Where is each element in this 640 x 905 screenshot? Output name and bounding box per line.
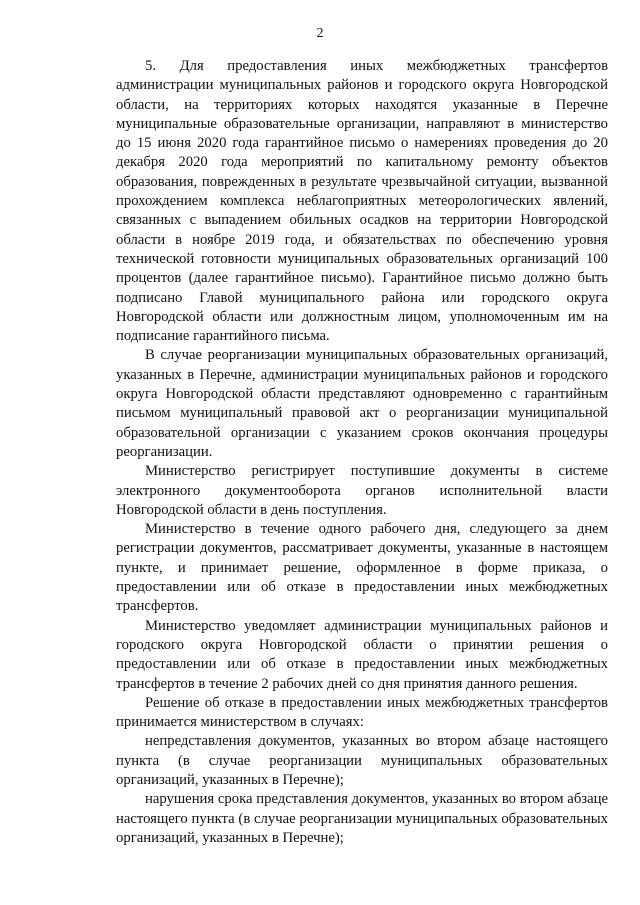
paragraph-1: 5. Для предоставления иных межбюджетных трансфертов администрации муниципальных районов и городского округа Новгородской области, на территориях которых находятся указанные в Перечне муниципальные образовательные организации, направляют в министерство до 15 июня 2020 года гарантийное письмо о намерениях проведения до 20 декабря 2020 года мероприятий по капитальному ремонту объектов образования, поврежденных в результате чрезвычайной ситуации, вызванной прохождением комплекса неблагоприятных метеорологических явлений, связанных с выпадением обильных осадков на территории Новгородской области в ноябре 2019 года, и обязательствах по обеспечению уровня технической готовности муниципальных образовательных организаций 100 процентов (далее гарантийное письмо). Гарантийное письмо должно быть подписано Главой муниципального района или городского округа Новгородской области или должностным лицом, уполномоченным им на подписание гарантийного письма.: [116, 58, 608, 345]
document-body: [116, 57, 608, 848]
paragraph-5: Министерство уведомляет администрации муниципальных районов и городского округа Новгородской области о принятии решения о предоставлении или об отказе в предоставлении иных межбюджетных трансфертов в течение 2 рабочих дней со дня принятия данного решения.: [116, 617, 608, 692]
paragraph-2: В случае реорганизации муниципальных образовательных организаций, указанных в Перечне, администрации муниципальных районов и городского округа Новгородской области представляют одновременно с гарантийным письмом муниципальный правовой акт о реорганизации муниципальной образовательной организации с указанием сроков окончания процедуры реорганизации.: [116, 347, 608, 460]
paragraph-8: нарушения срока представления документов, указанных во втором абзаце настоящего пункта (в случае реорганизации муниципальных образовательных организаций, указанных в Перечне);: [116, 791, 608, 846]
page-number: 2: [316, 26, 324, 41]
paragraph-7: непредставления документов, указанных во втором абзаце настоящего пункта (в случае реорганизации муниципальных образовательных организаций, указанных в Перечне);: [116, 733, 608, 788]
paragraph-4: Министерство в течение одного рабочего дня, следующего за днем регистрации документов, рассматривает документы, указанные в настоящем пункте, и принимает решение, оформленное в форме приказа, о предоставлении или об отказе в предоставлении иных межбюджетных трансфертов.: [116, 521, 608, 615]
paragraph-3: Министерство регистрирует поступившие документы в системе электронного документооборота органов исполнительной власти Новгородской области в день поступления.: [116, 463, 608, 518]
paragraph-6: Решение об отказе в предоставлении иных межбюджетных трансфертов принимается министерством в случаях:: [116, 694, 608, 731]
